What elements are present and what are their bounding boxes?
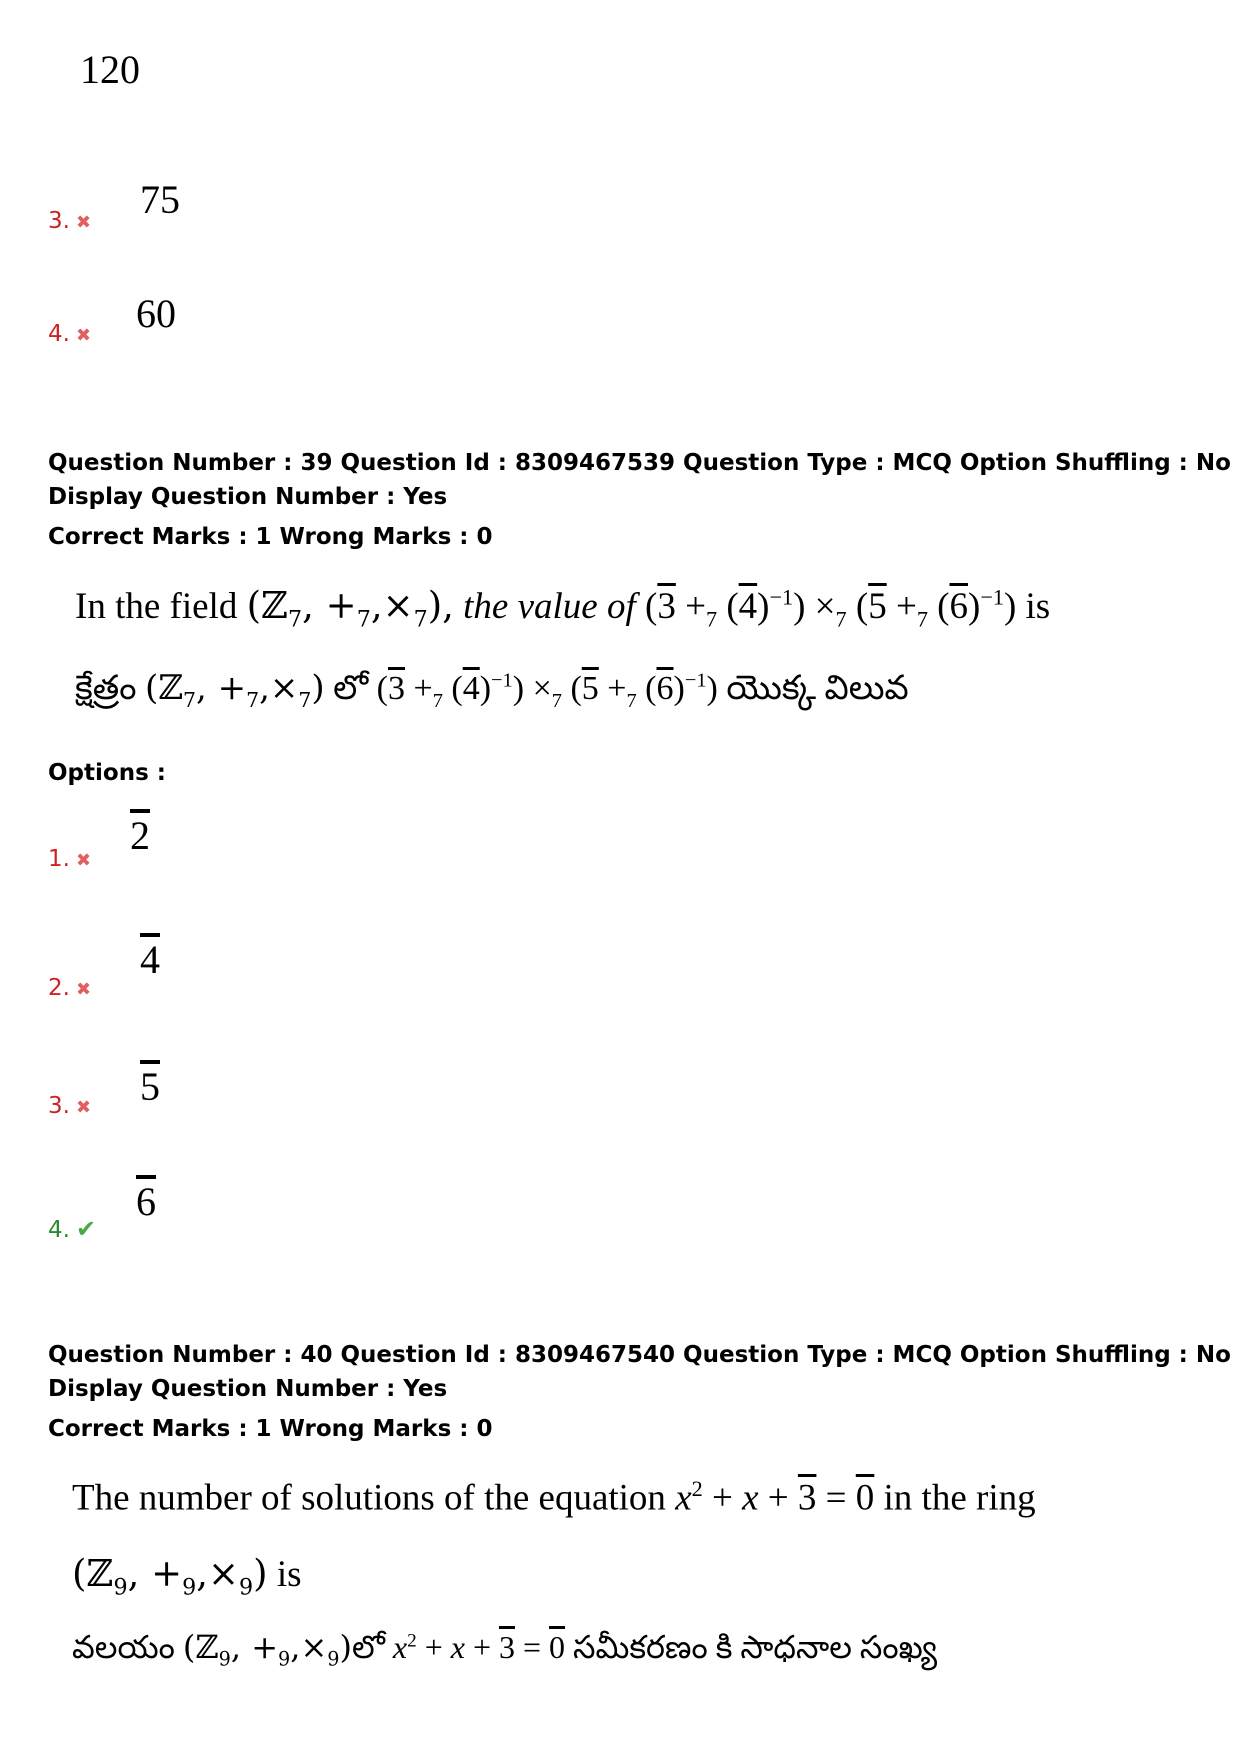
option-number: 4.	[48, 1217, 70, 1243]
q39-option-1	[48, 846, 91, 872]
q39-option-2-value: 4	[140, 937, 160, 982]
q39-te-prefix: క్షేత్రం	[75, 670, 137, 707]
cross-icon: ✖	[75, 979, 92, 1000]
q39-meta-line3: Correct Marks : 1 Wrong Marks : 0	[48, 524, 493, 550]
q40-question-en-line1: The number of solutions of the equation $x^2 + x + 3 = 0$ in the ring	[72, 1476, 1036, 1519]
q39-en-mid: the value of	[463, 586, 636, 627]
q39-te-suffix: యొక్క విలువ	[726, 670, 909, 707]
cross-icon: ✖	[75, 1097, 92, 1118]
q39-option-1-value: 2	[130, 813, 150, 858]
q40-question-en-line2: (ℤ$_9$, $+_9,\times_9$) is	[72, 1552, 302, 1601]
prev-option-3	[48, 208, 91, 234]
q39-options-label: Options :	[48, 760, 166, 786]
q39-en-prefix: In the field	[75, 586, 238, 627]
prev-option-2-value: 120	[80, 47, 140, 92]
cross-icon: ✖	[75, 212, 92, 233]
q39-en-suffix: is	[1025, 586, 1051, 627]
q40-te-prefix: వలయం	[72, 1629, 175, 1665]
q39-question-te: క్షేత్రం (ℤ$_7$, $+_7,\times_7$) లో ($3 +_7$ $(4)^{-1}) \times_7$ ($5 +_7$ $(6)^{-1}$) యొక్క విలువ	[75, 668, 909, 712]
q39-meta-line1: Question Number : 39 Question Id : 8309467539 Question Type : MCQ Option Shuffling : No	[48, 450, 1231, 476]
prev-option-3-value: 75	[140, 177, 180, 222]
q39-question-en: In the field (ℤ$_7$, $+_7,\times_7$), the value of ($3 +_7$ $(4)^{-1}) \times_7$ ($5 +_7$ $(6)^{-1}$) is	[75, 584, 1051, 633]
prev-option-4	[48, 321, 91, 347]
cross-icon: ✖	[75, 325, 92, 346]
option-number: 3.	[48, 208, 70, 234]
q39-option-4	[48, 1215, 96, 1243]
q40-meta-line2: Display Question Number : Yes	[48, 1376, 448, 1402]
q39-option-2	[48, 975, 91, 1001]
option-number: 1.	[48, 846, 70, 872]
q39-option-3-value: 5	[140, 1064, 160, 1109]
q39-meta	[48, 446, 1231, 554]
q40-meta	[48, 1338, 1231, 1446]
q39-meta-line2: Display Question Number : Yes	[48, 484, 448, 510]
q40-question-te: వలయం (ℤ$_9$, $+_9,\times_9)లో$ $x^2 + x + 3 = 0$ సమీకరణం కి సాధనాల సంఖ్య	[72, 1628, 938, 1671]
option-number: 3.	[48, 1093, 70, 1119]
q39-option-4-value: 6	[136, 1179, 156, 1224]
q40-en-suffix: in the ring	[883, 1477, 1036, 1519]
q40-en-prefix: The number of solutions of the equation	[72, 1477, 666, 1519]
q40-en-line2-suffix: is	[276, 1554, 302, 1595]
check-icon: ✔	[75, 1215, 97, 1243]
option-number: 4.	[48, 321, 70, 347]
q39-option-3	[48, 1093, 91, 1119]
q40-meta-line1: Question Number : 40 Question Id : 8309467540 Question Type : MCQ Option Shuffling : No	[48, 1342, 1231, 1368]
q40-te-suffix: సమీకరణం కి సాధనాల సంఖ్య	[573, 1629, 938, 1665]
cross-icon: ✖	[75, 850, 92, 871]
q39-te-mid: లో	[333, 670, 369, 707]
q40-meta-line3: Correct Marks : 1 Wrong Marks : 0	[48, 1416, 493, 1442]
option-number: 2.	[48, 975, 70, 1001]
prev-option-4-value: 60	[136, 291, 176, 336]
q40-te-mid: లో	[351, 1629, 385, 1665]
